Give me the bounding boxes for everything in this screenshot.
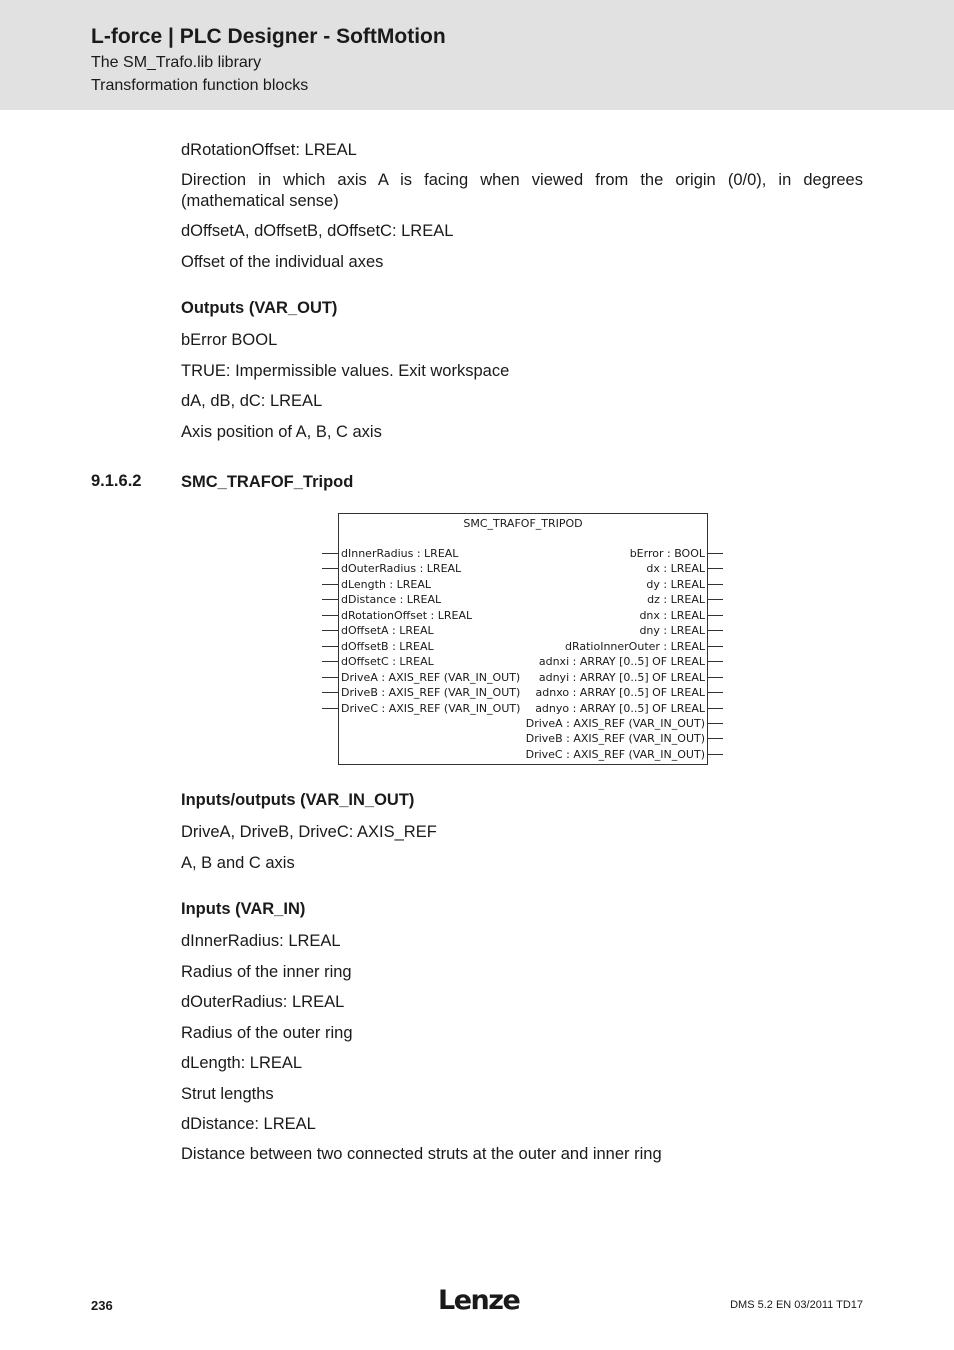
fb-output-label: adnxi : ARRAY [0..5] OF LREAL xyxy=(538,655,705,669)
param-name: dA, dB, dC: LREAL xyxy=(181,392,323,410)
fb-output-label: dny : LREAL xyxy=(639,624,705,638)
fb-output-label: bError : BOOL xyxy=(629,547,705,560)
page-header xyxy=(0,0,954,110)
param-description: Radius of the outer ring xyxy=(181,1024,353,1042)
param-name: dLength: LREAL xyxy=(181,1054,303,1072)
fb-input-label: dInnerRadius : LREAL xyxy=(341,547,459,560)
fb-output-label: dy : LREAL xyxy=(646,577,705,591)
page-number: 236 xyxy=(91,1298,113,1313)
fb-input-pin xyxy=(322,615,338,616)
fb-output-label: dx : LREAL xyxy=(646,562,705,576)
document-id: DMS 5.2 EN 03/2011 TD17 xyxy=(730,1299,863,1311)
fb-output-pin xyxy=(707,553,723,554)
fb-output-pin xyxy=(707,738,723,739)
fb-output-pin xyxy=(707,723,723,724)
fb-output-pin xyxy=(707,599,723,600)
fb-input-label: dDistance : LREAL xyxy=(341,593,442,607)
fb-input-label: dOffsetB : LREAL xyxy=(341,639,434,653)
function-block-diagram xyxy=(338,513,708,765)
fb-output-label: adnyo : ARRAY [0..5] OF LREAL xyxy=(535,701,705,715)
fb-input-label: dRotationOffset : LREAL xyxy=(341,608,473,622)
param-name: dInnerRadius: LREAL xyxy=(181,932,341,950)
param-name: dDistance: LREAL xyxy=(181,1115,316,1133)
fb-input-pin xyxy=(322,584,338,585)
fb-output-label: adnyi : ARRAY [0..5] OF LREAL xyxy=(538,670,705,684)
function-block-name: SMC_TRAFOF_TRIPOD xyxy=(463,517,583,530)
fb-output-pin xyxy=(707,754,723,755)
fb-output-pin xyxy=(707,584,723,585)
fb-output-label: adnxo : ARRAY [0..5] OF LREAL xyxy=(535,686,705,700)
fb-input-label: DriveB : AXIS_REF (VAR_IN_OUT) xyxy=(341,686,521,700)
param-name: DriveA, DriveB, DriveC: AXIS_REF xyxy=(181,823,437,841)
param-name: dOffsetA, dOffsetB, dOffsetC: LREAL xyxy=(181,222,454,240)
fb-input-label: dOffsetA : LREAL xyxy=(341,624,434,638)
outputs-heading: Outputs (VAR_OUT) xyxy=(181,299,338,317)
inout-heading: Inputs/outputs (VAR_IN_OUT) xyxy=(181,791,415,809)
fb-input-pin xyxy=(322,630,338,631)
fb-output-pin xyxy=(707,708,723,709)
fb-input-pin xyxy=(322,599,338,600)
param-description: Distance between two connected struts at the outer and inner ring xyxy=(181,1145,662,1163)
param-description: Direction in which axis A is facing when viewed from the origin (0/0), in degrees (mathematical sense) xyxy=(181,171,863,210)
param-description: Radius of the inner ring xyxy=(181,963,352,981)
fb-output-pin xyxy=(707,677,723,678)
fb-input-pin xyxy=(322,553,338,554)
param-name: dOuterRadius: LREAL xyxy=(181,993,345,1011)
fb-output-label: dRatioInnerOuter : LREAL xyxy=(564,639,705,653)
param-description: Strut lengths xyxy=(181,1085,274,1103)
param-description: A, B and C axis xyxy=(181,854,295,872)
header-chapter: Transformation function blocks xyxy=(91,77,309,94)
fb-output-pin xyxy=(707,630,723,631)
param-name: dRotationOffset: LREAL xyxy=(181,141,357,159)
manual-title: L-force | PLC Designer - SoftMotion xyxy=(91,25,446,48)
fb-input-label: dOffsetC : LREAL xyxy=(341,655,434,669)
fb-input-label: DriveA : AXIS_REF (VAR_IN_OUT) xyxy=(341,670,521,684)
fb-input-pin xyxy=(322,692,338,693)
fb-input-pin xyxy=(322,708,338,709)
fb-input-pin xyxy=(322,568,338,569)
fb-output-pin xyxy=(707,615,723,616)
fb-input-label: DriveC : AXIS_REF (VAR_IN_OUT) xyxy=(341,701,521,715)
param-description: TRUE: Impermissible values. Exit workspace xyxy=(181,362,510,380)
fb-output-label: DriveA : AXIS_REF (VAR_IN_OUT) xyxy=(525,716,705,730)
fb-output-pin xyxy=(707,661,723,662)
param-description: Offset of the individual axes xyxy=(181,253,384,271)
fb-output-pin xyxy=(707,568,723,569)
fb-output-label: dz : LREAL xyxy=(647,593,705,607)
fb-output-label: DriveC : AXIS_REF (VAR_IN_OUT) xyxy=(525,747,705,761)
fb-output-label: dnx : LREAL xyxy=(639,608,705,622)
fb-input-pin xyxy=(322,661,338,662)
param-description: Axis position of A, B, C axis xyxy=(181,423,382,441)
inputs-heading: Inputs (VAR_IN) xyxy=(181,900,306,918)
fb-output-pin xyxy=(707,692,723,693)
fb-output-label: DriveB : AXIS_REF (VAR_IN_OUT) xyxy=(525,732,705,746)
fb-input-pin xyxy=(322,646,338,647)
header-library: The SM_Trafo.lib library xyxy=(91,54,262,71)
lenze-logo: Lenze xyxy=(438,1285,520,1316)
section-number: 9.1.6.2 xyxy=(91,472,142,490)
section-title: SMC_TRAFOF_Tripod xyxy=(181,473,354,491)
fb-output-pin xyxy=(707,646,723,647)
fb-input-label: dLength : LREAL xyxy=(341,577,431,591)
fb-input-pin xyxy=(322,677,338,678)
fb-input-label: dOuterRadius : LREAL xyxy=(341,562,462,576)
param-name: bError BOOL xyxy=(181,331,278,349)
